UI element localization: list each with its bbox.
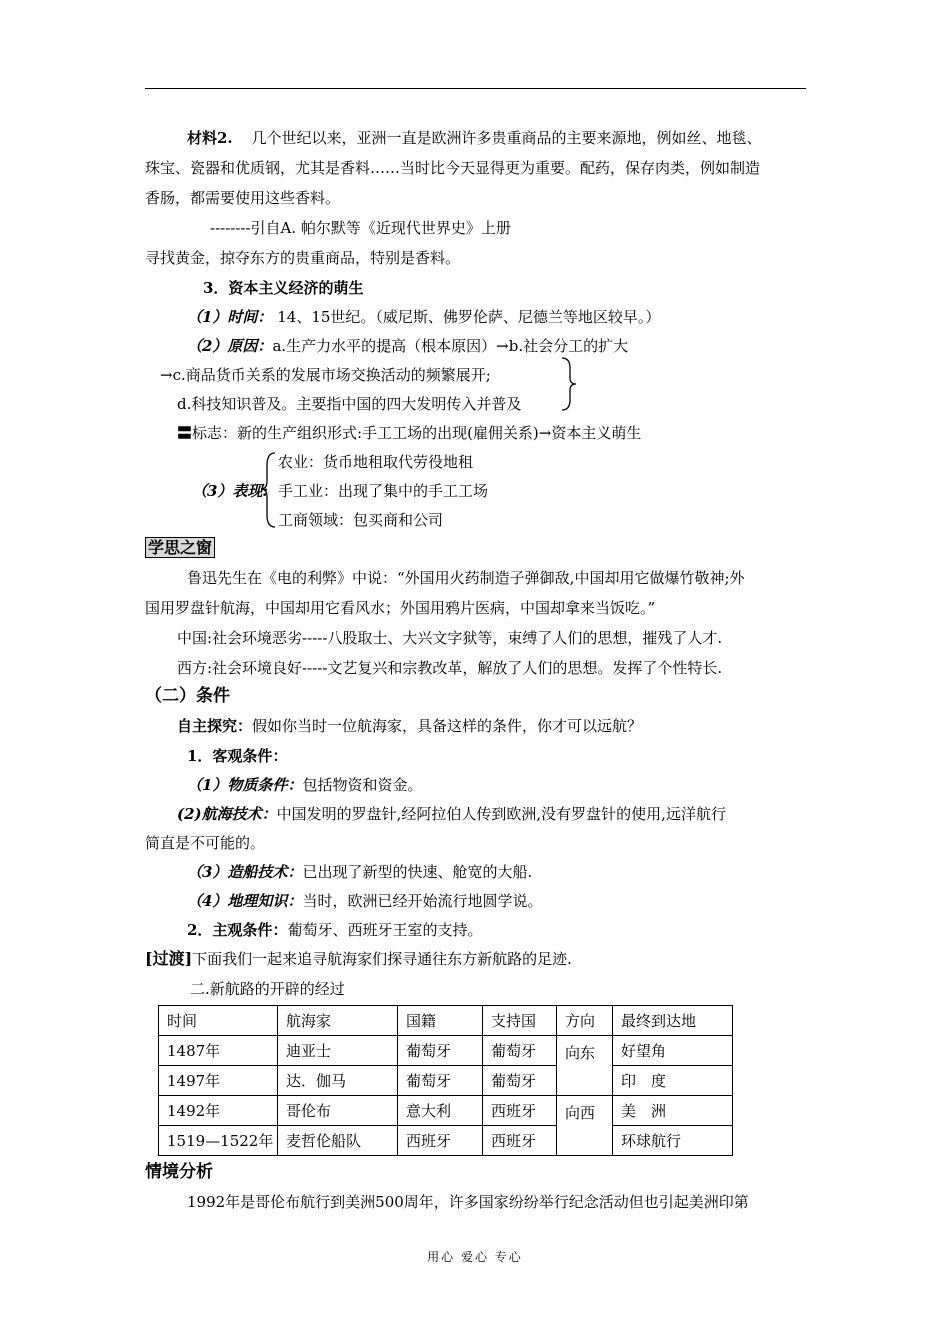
- window-quote2: 国用罗盘针航海，中国却用它看风水；外国用鸦片医病，中国却拿来当饭吃。”: [145, 599, 656, 617]
- table-cell: 好望角: [613, 1036, 733, 1066]
- table-row: [159, 1066, 733, 1096]
- explore-text: 假如你当时一位航海家，具备这样的条件，你才可以远航？: [252, 717, 643, 735]
- voyage-table: [158, 1005, 733, 1156]
- sign-prefix: 〓: [177, 424, 193, 442]
- time-text: 14、15世纪。（威尼斯、佛罗伦萨、尼德兰等地区较早。）: [277, 308, 661, 326]
- explore-line: [177, 716, 642, 736]
- material2-line1: [187, 128, 761, 148]
- page-footer: 用心 爱心 专心: [427, 1250, 523, 1264]
- sign-text: 标志：新的生产组织形式:手工工场的出现(雇佣关系)→资本主义萌生: [192, 424, 642, 442]
- subjective-title: 2．主观条件：: [187, 921, 288, 939]
- geo-text: 当时，欧洲已经开始流行地圆学说。: [302, 892, 543, 910]
- transition-line: [145, 949, 572, 969]
- section2-title: 二.新航路的开辟的经过: [190, 980, 345, 998]
- material2-line3: 香肠，都需要使用这些香料。: [145, 189, 341, 207]
- motive-summary: 寻找黄金，掠夺东方的贵重商品，特别是香料。: [145, 249, 461, 267]
- table-header-cell: 方向: [557, 1006, 613, 1036]
- material-condition: [187, 775, 422, 795]
- window-china: 中国:社会环境恶劣-----八股取士、大兴文字狱等，束缚了人们的思想，摧残了人才.: [177, 629, 723, 647]
- section3-cause: [187, 336, 628, 356]
- table-cell: 西班牙: [483, 1126, 557, 1156]
- table-header-cell: 支持国: [483, 1006, 557, 1036]
- material-label: （1）物质条件：: [187, 776, 303, 794]
- sign-line: [177, 423, 641, 443]
- table-cell: 迪亚士: [278, 1036, 398, 1066]
- table-cell: 西班牙: [398, 1126, 483, 1156]
- objective-title: 1．客观条件：: [187, 747, 288, 765]
- table-cell: 1519—1522年: [159, 1126, 278, 1156]
- material2-label: 材料2.: [187, 129, 233, 147]
- material2-text1: 几个世纪以来，亚洲一直是欧洲许多贵重商品的主要来源地，例如丝、地毯、: [251, 129, 762, 147]
- table-cell: 达．伽马: [278, 1066, 398, 1096]
- window-title-box: 学思之窗: [145, 537, 215, 558]
- table-cell: 1487年: [159, 1036, 278, 1066]
- cause-label: （2）原因：: [187, 337, 273, 355]
- table-row: [159, 1096, 733, 1126]
- material2-line2: 珠宝、瓷器和优质钢，尤其是香料……当时比今天显得更为重要。配药，保存肉类，例如制造: [145, 159, 761, 177]
- situation-heading: 情境分析: [145, 1162, 213, 1182]
- table-cell-direction: 向东: [557, 1036, 613, 1096]
- transition-label: [过渡]: [145, 949, 193, 968]
- window-quote1: 鲁迅先生在《电的利弊》中说：“外国用火药制造子弹御敌,中国却用它做爆竹敬神;外: [187, 569, 745, 587]
- window-title: [145, 538, 215, 558]
- conditions-heading: （二）条件: [145, 686, 230, 706]
- header-rule: [145, 88, 806, 89]
- table-cell: 印 度: [613, 1066, 733, 1096]
- perf-item-commerce: 工商领域：包买商和公司: [278, 511, 444, 529]
- subjective-text: 葡萄牙、西班牙王室的支持。: [287, 921, 483, 939]
- geo-knowledge: [187, 891, 542, 911]
- table-cell: 意大利: [398, 1096, 483, 1126]
- table-cell: 美 洲: [613, 1096, 733, 1126]
- explore-label: 自主探究：: [177, 717, 253, 735]
- table-cell: 葡萄牙: [398, 1066, 483, 1096]
- perf-label-text: （3）表现:: [192, 482, 268, 500]
- geo-label: （4）地理知识：: [187, 892, 303, 910]
- transition-text: 下面我们一起来追寻航海家们探寻通往东方新航路的足迹.: [192, 950, 572, 968]
- table-cell-direction: 向西: [557, 1096, 613, 1156]
- nav-tech: [177, 804, 726, 824]
- table-cell: 1492年: [159, 1096, 278, 1126]
- table-cell: 葡萄牙: [483, 1066, 557, 1096]
- perf-label: [192, 481, 268, 501]
- time-label: （1）时间：: [187, 308, 273, 326]
- material-text: 包括物资和资金。: [302, 776, 423, 794]
- cause-line3: d.科技知识普及。主要指中国的四大发明传入并普及: [177, 395, 522, 413]
- cause-line2: →c.商品货币关系的发展市场交换活动的频繁展开;: [160, 366, 491, 384]
- perf-item-handicraft: 手工业：出现了集中的手工工场: [278, 482, 489, 500]
- table-cell: 哥伦布: [278, 1096, 398, 1126]
- table-header-cell: 时间: [159, 1006, 278, 1036]
- table-header-row: [159, 1006, 733, 1036]
- table-cell: 西班牙: [483, 1096, 557, 1126]
- table-header-cell: 最终到达地: [613, 1006, 733, 1036]
- table-header-cell: 航海家: [278, 1006, 398, 1036]
- nav-label: (2)航海技术：: [177, 805, 277, 823]
- section3-title: 3．资本主义经济的萌生: [203, 279, 364, 297]
- table-cell: 环球航行: [613, 1126, 733, 1156]
- nav-tech-2: 简直是不可能的。: [145, 834, 266, 852]
- window-west: 西方:社会环境良好-----文艺复兴和宗教改革，解放了人们的思想。发挥了个性特长.: [177, 659, 723, 677]
- table-cell: 麦哲伦船队: [278, 1126, 398, 1156]
- ship-label: （3）造船技术：: [187, 863, 303, 881]
- right-brace-icon: [558, 356, 578, 412]
- material2-source: --------引自A. 帕尔默等《近现代世界史》上册: [210, 219, 511, 237]
- ship-tech: [187, 862, 532, 882]
- subjective-condition: [187, 920, 482, 940]
- perf-item-agriculture: 农业：货币地租取代劳役地租: [278, 453, 474, 471]
- ship-text: 已出现了新型的快速、舱宽的大船.: [302, 863, 533, 881]
- section3-time: [187, 307, 660, 327]
- situation-text: 1992年是哥伦布航行到美洲500周年，许多国家纷纷举行纪念活动但也引起美洲印第: [187, 1193, 749, 1211]
- table-row: [159, 1036, 733, 1066]
- table-header-cell: 国籍: [398, 1006, 483, 1036]
- table-cell: 1497年: [159, 1066, 278, 1096]
- table-cell: 葡萄牙: [483, 1036, 557, 1066]
- cause-text1: a.生产力水平的提高（根本原因）→b.社会分工的扩大: [272, 337, 629, 355]
- table-cell: 葡萄牙: [398, 1036, 483, 1066]
- nav-text: 中国发明的罗盘针,经阿拉伯人传到欧洲,没有罗盘针的使用,远洋航行: [276, 805, 726, 823]
- table-row: [159, 1126, 733, 1156]
